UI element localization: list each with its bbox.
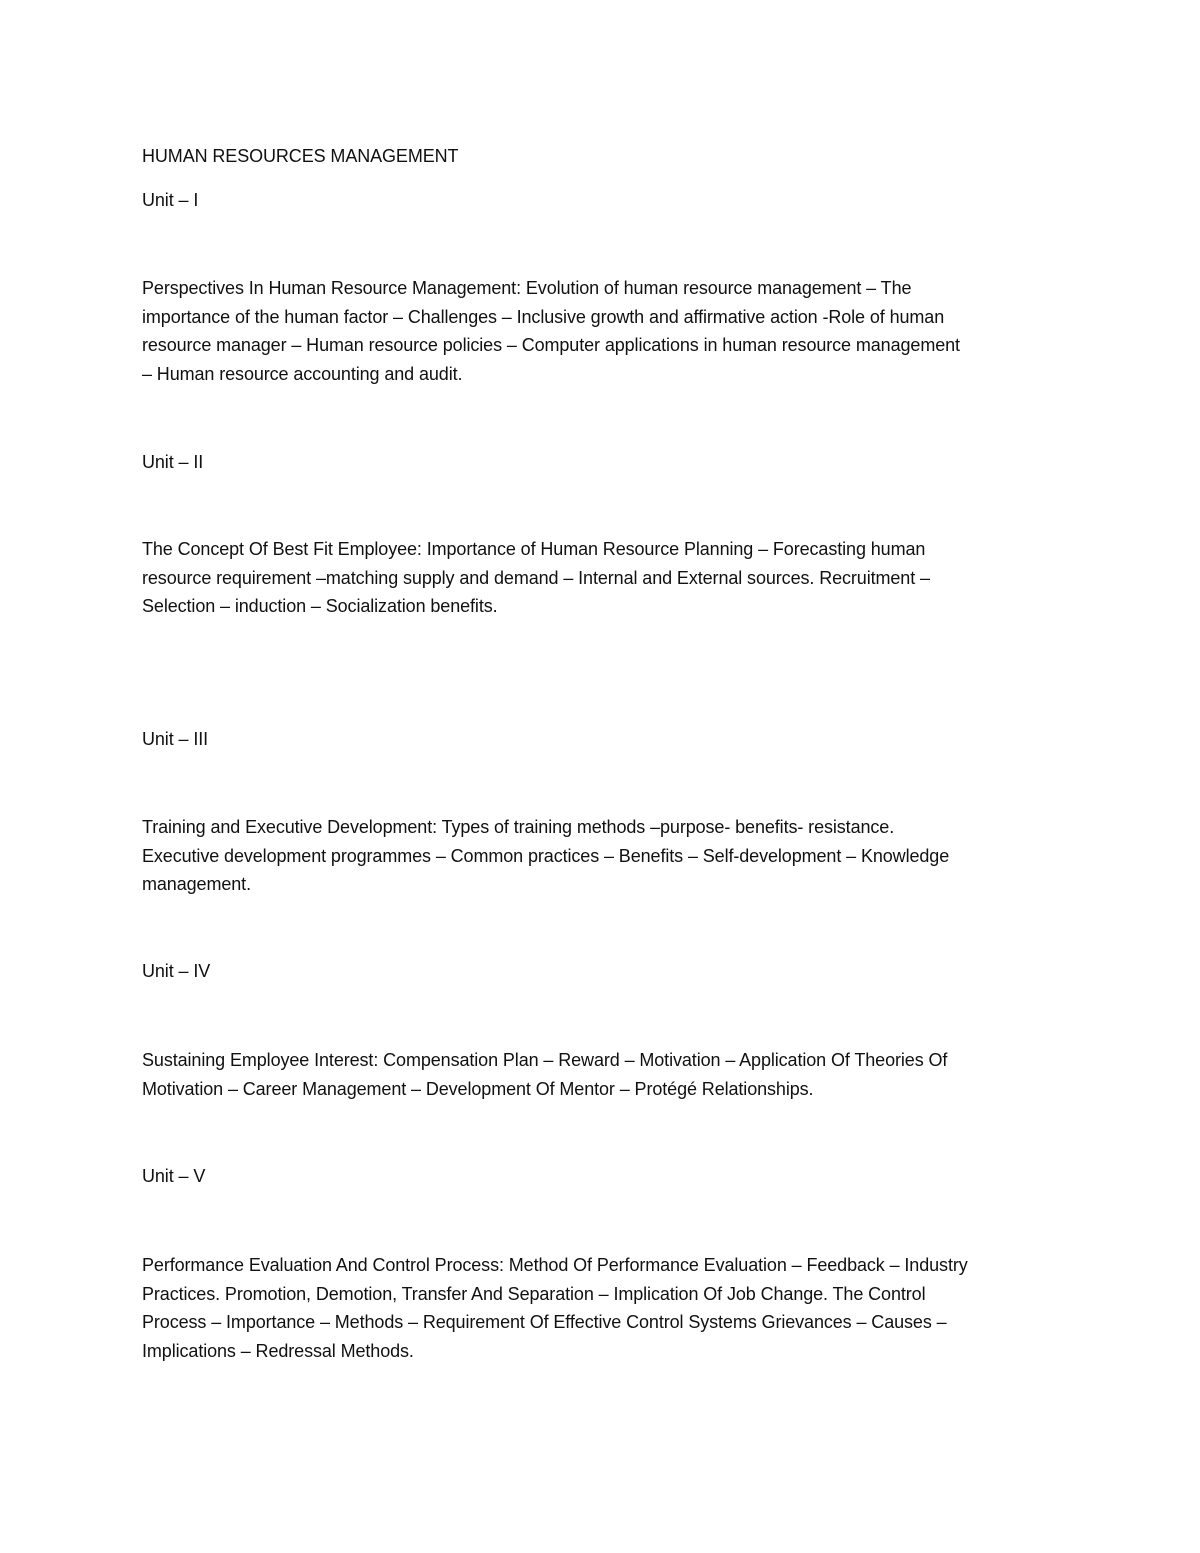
unit-5-line: Performance Evaluation And Control Process: Method Of Performance Evaluation – Feedback – Industry [142,1255,968,1275]
unit-4-heading: Unit – IV [142,961,211,981]
unit-2-heading: Unit – II [142,452,204,472]
unit-5-line: Process – Importance – Methods – Requirement Of Effective Control Systems Grievances – Causes – [142,1312,947,1332]
unit-1-heading: Unit – I [142,190,199,210]
unit-1-line: resource manager – Human resource policies – Computer applications in human resource management [142,335,960,355]
unit-3-line: Executive development programmes – Common practices – Benefits – Self-development – Knowledge [142,845,950,866]
unit-2-line: resource requirement –matching supply and demand – Internal and External sources. Recruitment – [142,567,930,588]
unit-2-line: Selection – induction – Socialization benefits. [142,596,498,616]
unit-4-line: Sustaining Employee Interest: Compensation Plan – Reward – Motivation – Application Of Theories Of [142,1050,948,1070]
unit-1-line: – Human resource accounting and audit. [142,363,463,384]
unit-5-description [142,1251,1062,1365]
unit-5-line: Implications – Redressal Methods. [142,1340,414,1361]
unit-3-description [142,813,1062,899]
document-title: HUMAN RESOURCES MANAGEMENT [142,146,459,166]
unit-1-description [142,274,1062,388]
unit-2-line: The Concept Of Best Fit Employee: Importance of Human Resource Planning – Forecasting human [142,539,926,559]
unit-3-line: Training and Executive Development: Types of training methods –purpose- benefits- resistance. [142,817,895,837]
unit-3-line: management. [142,874,251,894]
unit-1-line: importance of the human factor – Challenges – Inclusive growth and affirmative action -Role of human [142,306,945,327]
unit-3-heading: Unit – III [142,729,209,749]
unit-4-line: Motivation – Career Management – Development Of Mentor – Protégé Relationships. [142,1078,814,1099]
unit-1-line: Perspectives In Human Resource Management: Evolution of human resource management – The [142,278,912,298]
unit-5-line: Practices. Promotion, Demotion, Transfer And Separation – Implication Of Job Change. The Control [142,1283,926,1304]
unit-4-description [142,1046,1062,1103]
unit-2-description [142,535,1062,621]
unit-5-heading: Unit – V [142,1166,206,1186]
